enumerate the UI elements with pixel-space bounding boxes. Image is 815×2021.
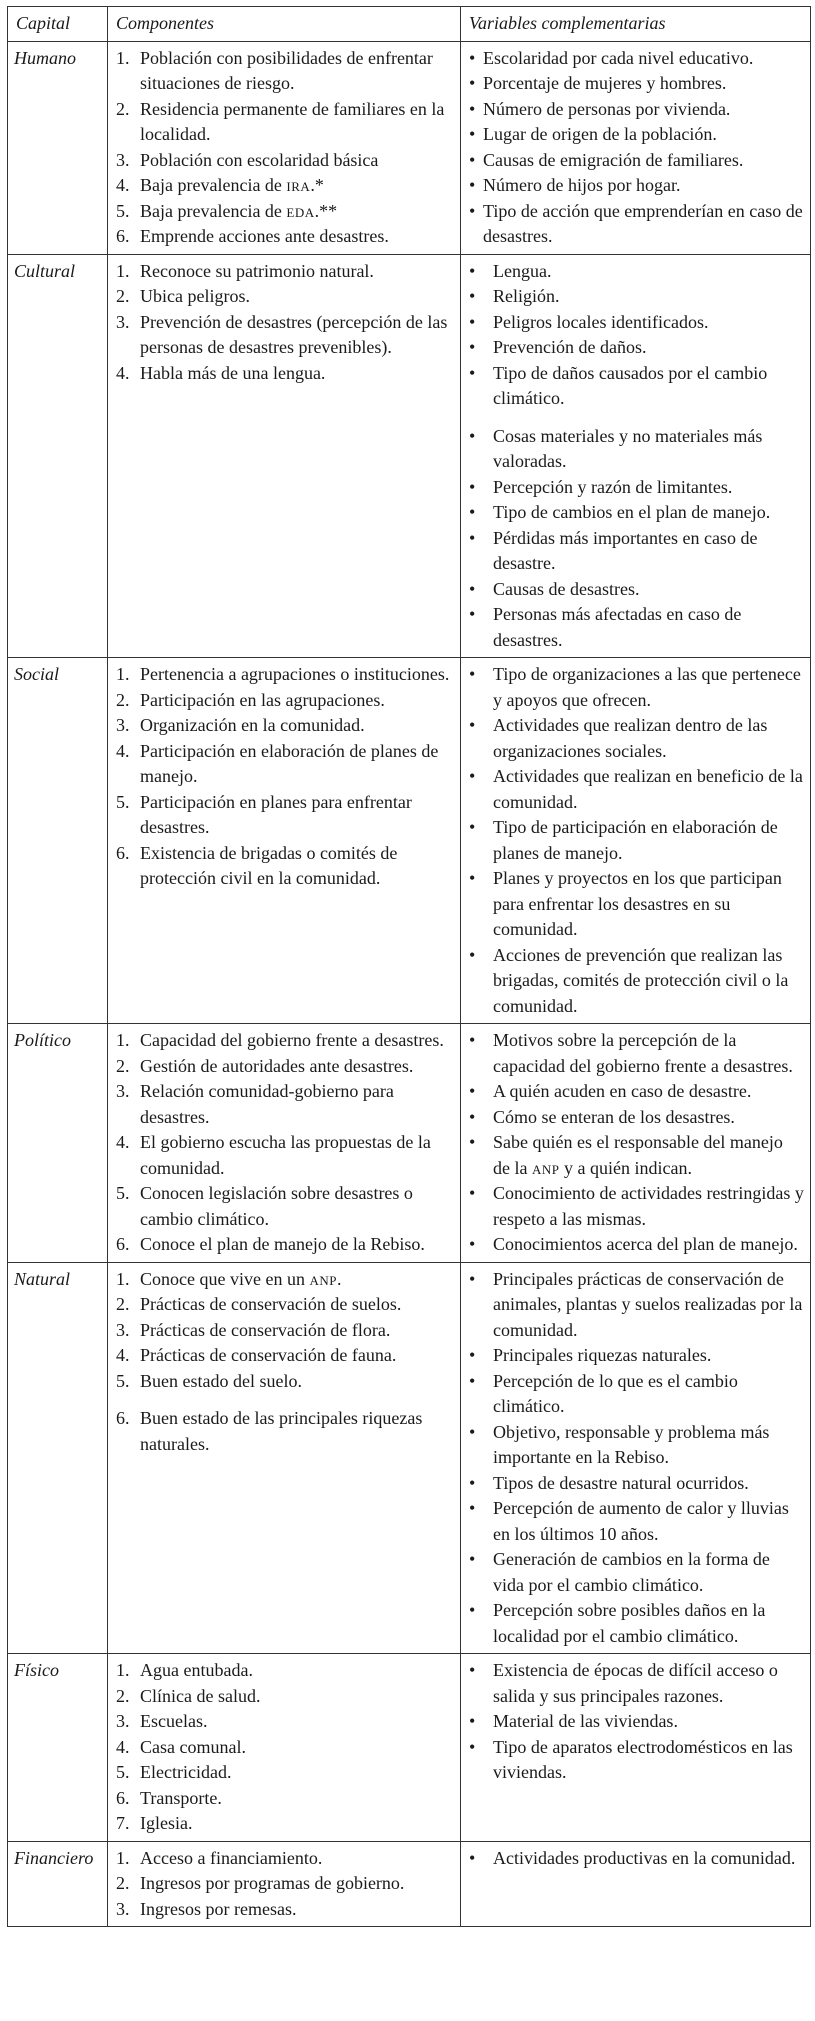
capital-cell: Humano (8, 41, 108, 254)
item-text: Organización en la comunidad. (140, 715, 365, 735)
bullet-icon: • (469, 476, 476, 497)
item-number: 2. (116, 1055, 130, 1076)
item-text: Personas más afectadas en caso de desastres. (493, 604, 742, 650)
list-item (469, 713, 804, 764)
list-item (469, 97, 804, 123)
item-number: 2. (116, 1873, 130, 1893)
list-item (469, 1130, 804, 1181)
components-cell (108, 1841, 461, 1927)
list-item (116, 46, 454, 97)
item-text: Cómo se enteran de los desastres. (493, 1106, 735, 1127)
bullet-icon: • (469, 1183, 476, 1203)
item-text: Población con escolaridad básica (140, 149, 379, 170)
item-text: Prácticas de conservación de suelos. (140, 1294, 402, 1314)
list-item (116, 1846, 454, 1872)
item-text: El gobierno escucha las propuestas de la comunidad. (140, 1132, 431, 1178)
header-row (8, 7, 811, 42)
table-row (8, 658, 811, 1024)
bullet-icon: • (469, 1081, 476, 1101)
list-item (116, 739, 454, 790)
item-number: 4. (116, 1132, 130, 1152)
list-item (469, 1709, 804, 1735)
list-item (116, 1811, 454, 1837)
item-text: Actividades que realizan en beneficio de la comunidad. (493, 766, 803, 812)
bullet-icon: • (469, 604, 476, 624)
variables-list (469, 662, 804, 1019)
item-text: A quién acuden en caso de desastre. (493, 1081, 752, 1101)
variables-cell (461, 1841, 811, 1927)
table-row (8, 41, 811, 254)
bullet-icon: • (469, 715, 476, 735)
list-item (116, 1735, 454, 1761)
bullet-icon: • (469, 1106, 476, 1127)
item-text: Capacidad del gobierno frente a desastres. (140, 1030, 444, 1050)
item-text: Percepción de aumento de calor y lluvias en los últimos 10 años. (493, 1498, 789, 1544)
bullet-icon: • (469, 1472, 476, 1493)
item-text: Tipo de acción que emprenderían en caso de desastres. (483, 200, 803, 246)
components-list (116, 662, 454, 892)
item-text: Pérdidas más importantes en caso de desastre. (493, 527, 758, 573)
item-text: Prácticas de conservación de fauna. (140, 1345, 397, 1365)
item-number: 1. (116, 1660, 130, 1680)
item-number: 5. (116, 1370, 130, 1391)
list-item (116, 1343, 454, 1369)
item-text: Pertenencia a agrupaciones o instituciones. (140, 664, 450, 684)
variables-cell (461, 1654, 811, 1842)
list-item (116, 259, 454, 285)
item-text: Iglesia. (140, 1813, 193, 1833)
item-number: 3. (116, 311, 130, 332)
list-item (469, 284, 804, 310)
bullet-icon: • (469, 98, 476, 119)
item-number: 4. (116, 1736, 130, 1757)
item-text: Electricidad. (140, 1762, 232, 1782)
header-capital: Capital (8, 7, 108, 42)
components-list (116, 1267, 454, 1458)
item-text: Sabe quién es el responsable del manejo de la (493, 1132, 783, 1178)
components-cell (108, 1654, 461, 1842)
item-text: Lengua. (493, 260, 552, 281)
bullet-icon: • (469, 868, 476, 888)
item-text: Existencia de brigadas o comités de protección civil en la comunidad. (140, 842, 398, 888)
item-text: Cosas materiales y no materiales más valoradas. (493, 425, 763, 471)
bullet-icon: • (469, 286, 476, 306)
item-number: 3. (116, 1711, 130, 1731)
list-item (116, 1054, 454, 1080)
list-item (116, 1130, 454, 1181)
list-item (469, 1496, 804, 1547)
abbreviation: ira (286, 175, 311, 195)
list-item (469, 662, 804, 713)
list-item (116, 148, 454, 174)
item-text: Prevención de desastres (percepción de las personas de desastres prevenibles). (140, 311, 448, 357)
list-item (469, 1079, 804, 1105)
item-text: Conocimientos acerca del plan de manejo. (493, 1234, 798, 1254)
list-item (469, 764, 804, 815)
bullet-icon: • (469, 1132, 476, 1152)
list-item (116, 199, 454, 225)
item-text: Tipo de aparatos electrodomésticos en las viviendas. (493, 1736, 793, 1782)
bullet-icon: • (469, 337, 476, 357)
bullet-icon: • (469, 1421, 476, 1442)
item-number: 6. (116, 226, 130, 246)
item-text: Planes y proyectos en los que participan para enfrentar los desastres en su comunidad. (493, 868, 782, 939)
list-item (469, 1547, 804, 1598)
list-item (116, 1181, 454, 1232)
item-number: 2. (116, 98, 130, 119)
components-list (116, 259, 454, 387)
abbreviation: anp (309, 1268, 337, 1289)
bullet-icon: • (469, 817, 476, 837)
list-item (116, 361, 454, 387)
components-list (116, 1028, 454, 1258)
item-number: 2. (116, 1294, 130, 1314)
item-text: Acceso a financiamiento. (140, 1847, 323, 1868)
list-item (469, 1181, 804, 1232)
list-item (469, 1232, 804, 1258)
item-text: Tipos de desastre natural ocurridos. (493, 1472, 749, 1493)
item-text: Acciones de prevención que realizan las brigadas, comités de protección civil o la comunidad. (493, 944, 789, 1016)
variables-cell (461, 1262, 811, 1654)
variables-cell (461, 658, 811, 1024)
bullet-icon: • (469, 200, 476, 221)
bullet-icon: • (469, 1268, 476, 1289)
item-number: 4. (116, 740, 130, 761)
item-text: Prevención de daños. (493, 337, 647, 357)
bullet-icon: • (469, 527, 476, 548)
list-item (469, 1598, 804, 1649)
item-text: Baja prevalencia de (140, 200, 287, 221)
components-list (116, 1846, 454, 1923)
item-text: Existencia de épocas de difícil acceso o salida y sus principales razones. (493, 1660, 778, 1706)
item-text: Peligros locales identificados. (493, 311, 709, 332)
item-text: Percepción sobre posibles daños en la localidad por el cambio climático. (493, 1600, 766, 1646)
list-item (116, 713, 454, 739)
item-number: 5. (116, 791, 130, 812)
item-text: Escolaridad por cada nivel educativo. (483, 47, 754, 68)
item-number: 1. (116, 664, 130, 684)
item-number: 3. (116, 1319, 130, 1340)
bullet-icon: • (469, 73, 476, 93)
item-text: Religión. (493, 286, 560, 306)
list-item (116, 790, 454, 841)
list-item (469, 943, 804, 1020)
list-item (469, 148, 804, 174)
table-row (8, 1654, 811, 1842)
item-text: Habla más de una lengua. (140, 362, 326, 383)
item-text: Tipo de organizaciones a las que pertenece y apoyos que ofrecen. (493, 664, 801, 710)
variables-list (469, 1846, 804, 1872)
item-text: Motivos sobre la percepción de la capacidad del gobierno frente a desastres. (493, 1030, 793, 1076)
item-number: 3. (116, 1898, 130, 1919)
item-number: 4. (116, 1345, 130, 1365)
list-item (469, 1420, 804, 1471)
bullet-icon: • (469, 1847, 476, 1868)
item-text: Transporte. (140, 1787, 222, 1808)
list-item (469, 602, 804, 653)
item-number: 5. (116, 1183, 130, 1203)
list-item (469, 577, 804, 603)
item-text: Agua entubada. (140, 1660, 253, 1680)
list-item (116, 310, 454, 361)
variables-cell (461, 254, 811, 658)
item-text: Buen estado de las principales riquezas naturales. (140, 1408, 423, 1454)
item-text: Lugar de origen de la población. (483, 124, 717, 144)
list-item (116, 1232, 454, 1258)
bullet-icon: • (469, 578, 476, 599)
item-number: 6. (116, 1787, 130, 1808)
item-text: Ingresos por remesas. (140, 1898, 297, 1919)
item-number: 4. (116, 175, 130, 195)
bullet-icon: • (469, 664, 476, 684)
bullet-icon: • (469, 149, 476, 170)
components-list (116, 46, 454, 250)
header-componentes: Componentes (108, 7, 461, 42)
list-item (116, 284, 454, 310)
item-text: Emprende acciones ante desastres. (140, 226, 389, 246)
components-cell (108, 658, 461, 1024)
list-item (116, 1292, 454, 1318)
item-text: Ingresos por programas de gobierno. (140, 1873, 405, 1893)
list-item (469, 500, 804, 526)
variables-list (469, 259, 804, 654)
item-number: 5. (116, 200, 130, 221)
item-number: 5. (116, 1762, 130, 1782)
list-item (469, 46, 804, 72)
item-text: Porcentaje de mujeres y hombres. (483, 73, 727, 93)
bullet-icon: • (469, 1660, 476, 1680)
item-text: Generación de cambios en la forma de vida por el cambio climático. (493, 1549, 770, 1595)
bullet-icon: • (469, 1345, 476, 1365)
list-item (116, 841, 454, 892)
bullet-icon: • (469, 47, 476, 68)
item-text: Casa comunal. (140, 1736, 246, 1757)
item-number: 7. (116, 1813, 130, 1833)
list-item (469, 1267, 804, 1344)
item-number: 1. (116, 1268, 130, 1289)
item-text: Gestión de autoridades ante desastres. (140, 1055, 414, 1076)
item-text: Número de hijos por hogar. (483, 175, 681, 195)
item-text: Buen estado del suelo. (140, 1370, 302, 1391)
list-item (469, 71, 804, 97)
bullet-icon: • (469, 766, 476, 786)
list-item (116, 1871, 454, 1897)
list-item (116, 1709, 454, 1735)
variables-list (469, 1658, 804, 1786)
capital-cell: Político (8, 1024, 108, 1263)
list-item (116, 1369, 454, 1395)
list-item (469, 361, 804, 412)
list-item (469, 1343, 804, 1369)
item-text: Escuelas. (140, 1711, 208, 1731)
list-item (116, 224, 454, 250)
item-text: Conoce el plan de manejo de la Rebiso. (140, 1234, 425, 1254)
bullet-icon: • (469, 1600, 476, 1620)
item-number: 2. (116, 1685, 130, 1706)
bullet-icon: • (469, 1498, 476, 1518)
components-cell (108, 1262, 461, 1654)
variables-cell (461, 1024, 811, 1263)
item-text: Conocen legislación sobre desastres o cambio climático. (140, 1183, 413, 1229)
list-item (469, 173, 804, 199)
list-item (116, 1658, 454, 1684)
variables-list (469, 46, 804, 250)
variables-list (469, 1028, 804, 1258)
list-item (116, 1267, 454, 1293)
item-text: Causas de desastres. (493, 578, 640, 599)
list-item (116, 1786, 454, 1812)
list-item (469, 815, 804, 866)
item-number: 1. (116, 260, 130, 281)
item-text: Participación en las agrupaciones. (140, 689, 385, 710)
item-text: Prácticas de conservación de flora. (140, 1319, 391, 1340)
item-text: Baja prevalencia de (140, 175, 287, 195)
variables-cell (461, 41, 811, 254)
capital-cell: Natural (8, 1262, 108, 1654)
abbreviation: anp (531, 1157, 560, 1178)
item-text: .* (310, 175, 324, 195)
table-row (8, 1262, 811, 1654)
list-item (469, 1471, 804, 1497)
components-list (116, 1658, 454, 1837)
item-number: 3. (116, 1081, 130, 1101)
bullet-icon: • (469, 260, 476, 281)
item-text: Relación comunidad-gobierno para desastres. (140, 1081, 394, 1127)
list-item (116, 1760, 454, 1786)
abbreviation: eda (286, 200, 315, 221)
list-item (116, 1897, 454, 1923)
item-number: 2. (116, 286, 130, 306)
item-text: Actividades productivas en la comunidad. (493, 1847, 796, 1868)
item-text: Material de las viviendas. (493, 1711, 678, 1731)
item-number: 1. (116, 1847, 130, 1868)
table-row (8, 1841, 811, 1927)
list-item (116, 1684, 454, 1710)
item-number: 2. (116, 689, 130, 710)
list-item (116, 97, 454, 148)
bullet-icon: • (469, 1736, 476, 1757)
item-text: Número de personas por vivienda. (483, 98, 731, 119)
bullet-icon: • (469, 1549, 476, 1569)
list-item (469, 475, 804, 501)
list-item (116, 662, 454, 688)
list-item (469, 866, 804, 943)
item-number: 1. (116, 1030, 130, 1050)
list-item (469, 335, 804, 361)
list-item (469, 1105, 804, 1131)
item-number: 3. (116, 715, 130, 735)
list-item (116, 1318, 454, 1344)
item-text: Conoce que vive en un (140, 1268, 310, 1289)
capital-cell: Cultural (8, 254, 108, 658)
item-text: Percepción y razón de limitantes. (493, 476, 733, 497)
table-row (8, 254, 811, 658)
list-item (116, 1028, 454, 1054)
list-item (469, 1028, 804, 1079)
item-text: Principales riquezas naturales. (493, 1345, 712, 1365)
bullet-icon: • (469, 425, 476, 446)
item-text: Conocimiento de actividades restringidas y respeto a las mismas. (493, 1183, 804, 1229)
list-item (469, 122, 804, 148)
components-cell (108, 41, 461, 254)
list-item (116, 1079, 454, 1130)
capitals-table (7, 6, 811, 1927)
item-number: 4. (116, 362, 130, 383)
item-text: Población con posibilidades de enfrentar situaciones de riesgo. (140, 47, 433, 93)
list-item (469, 259, 804, 285)
table-row (8, 1024, 811, 1263)
item-text: y a quién indican. (559, 1157, 692, 1178)
bullet-icon: • (469, 124, 476, 144)
item-text: Ubica peligros. (140, 286, 250, 306)
list-item (469, 526, 804, 577)
item-text: Participación en planes para enfrentar desastres. (140, 791, 412, 837)
components-cell (108, 1024, 461, 1263)
list-item (469, 310, 804, 336)
item-number: 6. (116, 1234, 130, 1254)
list-item (469, 424, 804, 475)
list-item (469, 1658, 804, 1709)
item-number: 6. (116, 1408, 130, 1428)
item-number: 6. (116, 842, 130, 863)
bullet-icon: • (469, 944, 476, 965)
item-number: 1. (116, 47, 130, 68)
item-text: Tipo de participación en elaboración de planes de manejo. (493, 817, 778, 863)
item-text: Tipo de cambios en el plan de manejo. (493, 502, 771, 522)
item-text: Objetivo, responsable y problema más importante en la Rebiso. (493, 1421, 770, 1467)
table-body (8, 41, 811, 1927)
item-text: Participación en elaboración de planes de manejo. (140, 740, 439, 786)
bullet-icon: • (469, 502, 476, 522)
item-text: Percepción de lo que es el cambio climático. (493, 1370, 738, 1416)
bullet-icon: • (469, 175, 476, 195)
item-text: Tipo de daños causados por el cambio climático. (493, 362, 768, 408)
bullet-icon: • (469, 1030, 476, 1050)
bullet-icon: • (469, 362, 476, 383)
item-text: Actividades que realizan dentro de las organizaciones sociales. (493, 715, 768, 761)
variables-list (469, 1267, 804, 1650)
list-item (116, 1406, 454, 1457)
list-item (116, 173, 454, 199)
components-cell (108, 254, 461, 658)
capital-cell: Financiero (8, 1841, 108, 1927)
list-item (469, 1846, 804, 1872)
item-text: Reconoce su patrimonio natural. (140, 260, 374, 281)
item-text: Causas de emigración de familiares. (483, 149, 744, 170)
list-item (116, 688, 454, 714)
list-item (469, 1369, 804, 1420)
item-text: . (336, 1268, 342, 1289)
bullet-icon: • (469, 1711, 476, 1731)
item-text: Clínica de salud. (140, 1685, 261, 1706)
list-item (469, 199, 804, 250)
bullet-icon: • (469, 1234, 476, 1254)
capital-cell: Social (8, 658, 108, 1024)
item-number: 3. (116, 149, 130, 170)
item-text: Residencia permanente de familiares en la localidad. (140, 98, 445, 144)
list-item (469, 1735, 804, 1786)
bullet-icon: • (469, 311, 476, 332)
item-text: Principales prácticas de conservación de animales, plantas y suelos realizadas por la comunidad. (493, 1268, 803, 1340)
item-text: .** (314, 200, 338, 221)
bullet-icon: • (469, 1370, 476, 1391)
header-variables: Variables complementarias (461, 7, 811, 42)
capital-cell: Físico (8, 1654, 108, 1842)
